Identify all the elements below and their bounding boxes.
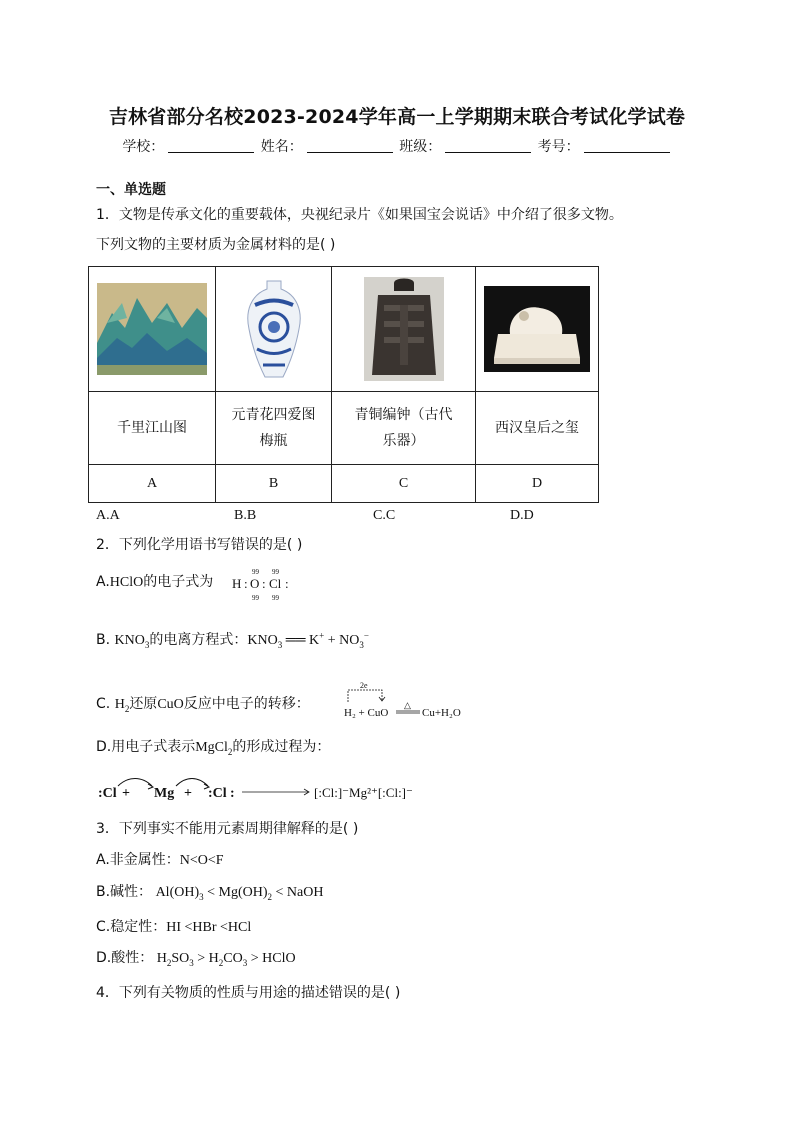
q2-c-text1: 还原 [129, 696, 158, 712]
blue-white-vase-image [239, 277, 309, 381]
svg-text:99: 99 [252, 594, 259, 602]
svg-text:[:Cl:]⁻Mg²⁺[:Cl:]⁻: [:Cl:]⁻Mg²⁺[:Cl:]⁻ [314, 785, 413, 800]
q2-c-cuo: CuO [157, 697, 184, 712]
q2-stem: 2．下列化学用语书写错误的是( ) [96, 537, 303, 553]
artifact-name-b [216, 392, 332, 465]
artifact-table [88, 266, 599, 503]
q2-option-a[interactable] [96, 573, 213, 592]
jade-seal-image [484, 286, 590, 372]
q2-b-equation: $KNO_3$ ══ $K^+ + NO_3^-$ [247, 630, 369, 650]
artifact-name-b-line1: 元青花四爱图 [231, 407, 316, 423]
artifact-image-b [216, 267, 332, 392]
artifact-image-a [89, 267, 216, 392]
q1-option-c[interactable]: C.C [373, 508, 396, 523]
q3-option-b[interactable] [96, 883, 323, 902]
svg-text:Mg: Mg [154, 786, 175, 801]
q3-option-d[interactable] [96, 949, 296, 968]
q2-b-formula: $KNO_3$ [114, 633, 150, 650]
artifact-name-a: 千里江山图 [89, 392, 216, 465]
q2-b-prefix: B. [96, 632, 115, 648]
q4-stem: 4．下列有关物质的性质与用途的描述错误的是( ) [96, 985, 401, 1001]
q2-d-text: D.用电子式表示 [96, 739, 196, 755]
q3-b-value: $Al(OH)_3 < Mg(OH)_2$ < NaOH [152, 885, 324, 902]
q2-c-h2: $H_2$ [114, 697, 130, 714]
q3-option-a[interactable] [96, 851, 224, 870]
svg-text:H: H [232, 576, 242, 591]
q2-a-text: 的电子式为 [143, 574, 214, 590]
svg-text:+: + [184, 786, 192, 801]
q3-stem: 3．下列事实不能用元素周期律解释的是( ) [96, 821, 359, 837]
exam-no-label: 考号： [537, 139, 580, 155]
svg-text:99: 99 [252, 568, 259, 576]
svg-text:99: 99 [272, 568, 279, 576]
student-info-line [0, 136, 794, 156]
mgcl2-formation-diagram [96, 772, 446, 806]
q3-a-text: A.非金属性： [96, 852, 180, 868]
svg-text::Cl: :Cl [208, 786, 227, 801]
svg-text:Cl: Cl [269, 576, 282, 591]
artifact-name-d: 西汉皇后之玺 [476, 392, 599, 465]
q1-stem-line1: 1．文物是传承文化的重要载体，央视纪录片《如果国宝会说话》中介绍了很多文物。 [96, 207, 623, 223]
artifact-name-c [332, 392, 476, 465]
svg-text::: : [244, 576, 248, 591]
landscape-painting-image [97, 283, 207, 375]
school-label: 学校： [122, 139, 165, 155]
q2-b-text: 的电离方程式： [149, 632, 248, 648]
svg-text:H₂ + CuO: H₂ + CuO [344, 707, 389, 719]
q2-a-formula: HClO [109, 575, 144, 590]
q3-c-text: C.稳定性： [96, 919, 167, 935]
q2-d-formula: MgCl$_2$ [195, 740, 233, 757]
svg-text:△: △ [404, 700, 411, 710]
svg-text::: : [285, 576, 289, 591]
artifact-image-c [332, 267, 476, 392]
artifact-name-c-line2: 乐器） [382, 433, 425, 449]
artifact-letter-b: B [216, 465, 332, 503]
q2-c-prefix: C. [96, 696, 115, 712]
school-blank [168, 138, 254, 153]
section-heading: 一、单选题 [96, 182, 166, 198]
artifact-name-c-line1: 青铜编钟（古代 [354, 407, 453, 423]
q3-option-c[interactable] [96, 918, 251, 937]
svg-text:O: O [250, 576, 260, 591]
q2-c-text2: 反应中电子的转移： [183, 696, 310, 712]
q2-a-prefix: A. [96, 574, 110, 590]
svg-text:Cu+H₂O: Cu+H₂O [422, 707, 461, 719]
svg-text:99: 99 [272, 594, 279, 602]
q3-a-value: N<O<F [179, 853, 224, 868]
artifact-letter-a: A [89, 465, 216, 503]
hclo-electron-formula [232, 566, 302, 602]
q2-d-text2: 的形成过程为： [232, 739, 331, 755]
q1-option-a[interactable]: A.A [96, 508, 120, 523]
q1-option-b[interactable]: B.B [234, 508, 257, 523]
q3-c-value: HI <HBr <HCl [166, 920, 252, 935]
svg-text::: : [230, 786, 235, 801]
svg-text::: : [262, 576, 266, 591]
q3-b-text: B.碱性： [96, 884, 153, 900]
q1-stem-line2: 下列文物的主要材质为金属材料的是( ) [96, 237, 336, 253]
q3-d-value: $H_2SO_3 > H_2CO_3$ > HClO [153, 951, 296, 968]
q2-option-b[interactable] [96, 631, 369, 650]
svg-text::Cl: :Cl [98, 786, 117, 801]
q1-option-d[interactable]: D.D [510, 508, 534, 523]
svg-text:+: + [122, 786, 130, 801]
q2-option-d[interactable] [96, 738, 330, 757]
electron-transfer-diagram [340, 680, 480, 720]
artifact-letter-d: D [476, 465, 599, 503]
artifact-name-b-line2: 梅瓶 [259, 433, 288, 449]
q2-option-c[interactable] [96, 695, 310, 714]
exam-no-blank [584, 138, 670, 153]
artifact-letter-c: C [332, 465, 476, 503]
class-blank [445, 138, 531, 153]
q3-d-text: D.酸性： [96, 950, 154, 966]
name-blank [307, 138, 393, 153]
artifact-image-d [476, 267, 599, 392]
name-label: 姓名： [260, 139, 303, 155]
exam-title: 吉林省部分名校2023-2024学年高一上学期期末联合考试化学试卷 [108, 106, 686, 128]
bronze-bell-image [364, 277, 444, 381]
class-label: 班级： [399, 139, 442, 155]
electron-count-label: 2e [360, 681, 368, 690]
